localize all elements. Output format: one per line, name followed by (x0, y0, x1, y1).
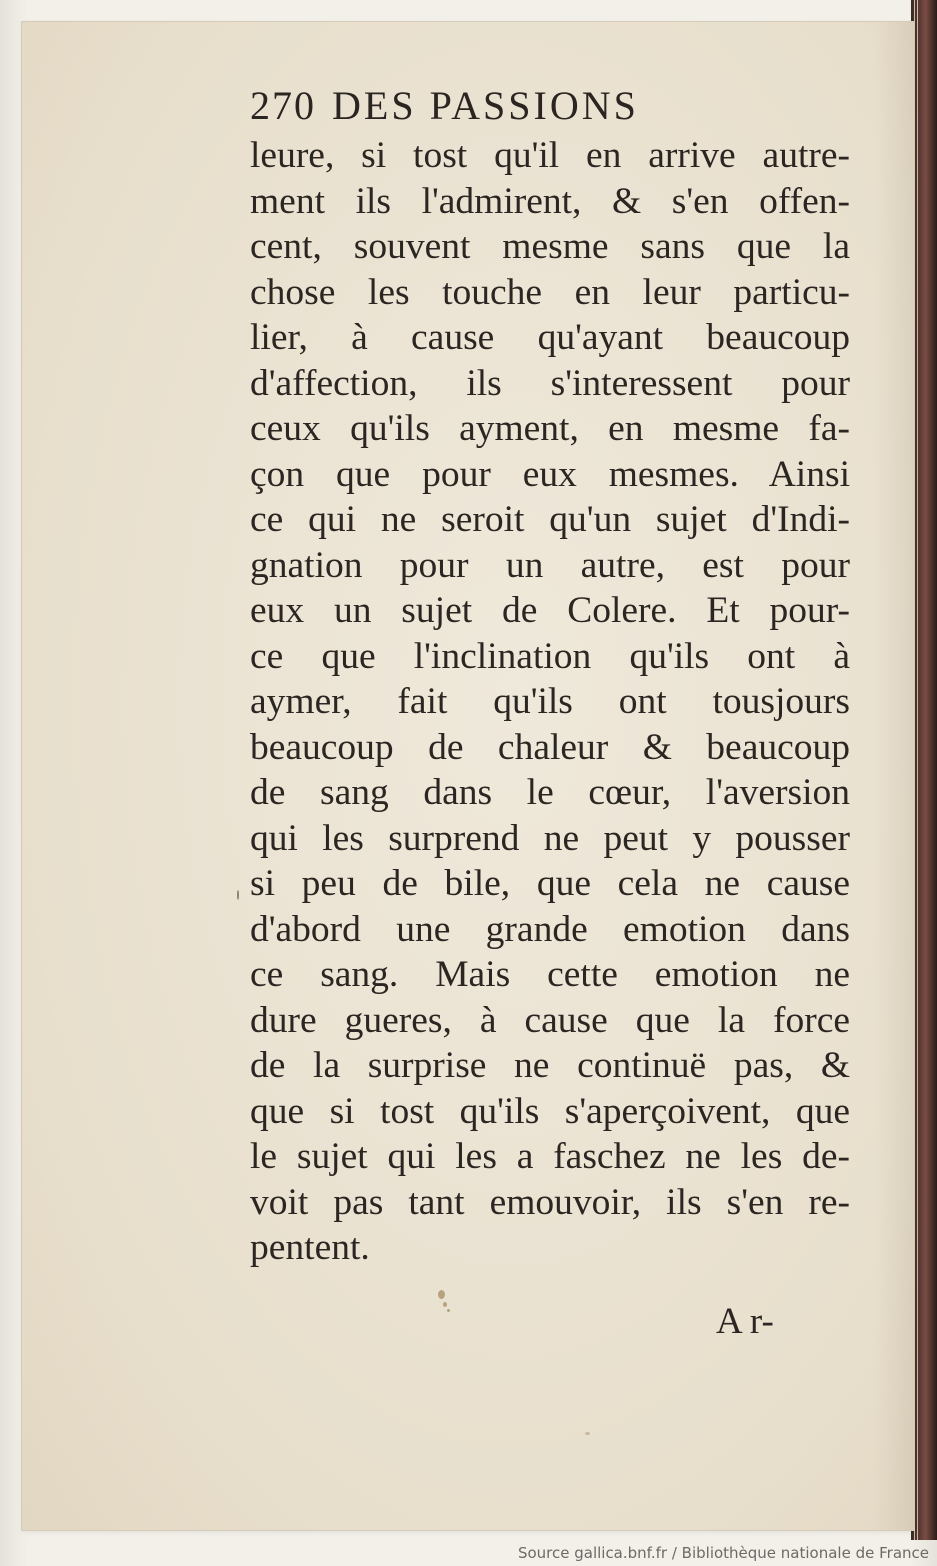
text-line: ceux qu'ils ayment, en mesme fa- (250, 408, 850, 449)
running-title: DES PASSIONS (332, 83, 639, 128)
text-line: ce qui ne seroit qu'un sujet d'Indi- (250, 499, 850, 540)
page-number: 270 (250, 83, 316, 128)
text-line: gnation pour un autre, est pour (250, 544, 850, 586)
text-line: çon que pour eux mesmes. Ainsi (250, 453, 850, 495)
text-line: voit pas tant emouvoir, ils s'en re- (250, 1181, 850, 1223)
catchword: A r- (716, 1301, 774, 1342)
text-line: lier, à cause qu'ayant beaucoup (250, 317, 850, 358)
text-line: aymer, fait qu'ils ont tousjours (250, 681, 850, 722)
text-line: leure, si tost qu'il en arrive autre- (250, 135, 850, 176)
page-edge-line (917, 0, 918, 1540)
text-line: cent, souvent mesme sans que la (250, 226, 850, 267)
text-line: d'affection, ils s'interessent pour (250, 362, 850, 404)
text-line: eux un sujet de Colere. Et pour- (250, 590, 850, 631)
text-line: de sang dans le cœur, l'aversion (250, 772, 850, 813)
body-text (250, 133, 850, 1271)
paper-mark (237, 890, 239, 900)
text-line-last: pentent. (250, 1227, 370, 1268)
text-line: que si tost qu'ils s'aperçoivent, que (250, 1090, 850, 1132)
text-line: de la surprise ne continuë pas, & (250, 1045, 850, 1086)
source-credit: Source gallica.bnf.fr / Bibliothèque nationale de France (517, 1544, 929, 1562)
paper-stain (447, 1309, 450, 1312)
text-line: ce que l'inclination qu'ils ont à (250, 635, 850, 677)
text-line: dure gueres, à cause que la force (250, 999, 850, 1041)
text-line: ment ils l'admirent, & s'en offen- (250, 180, 850, 222)
running-header (250, 82, 639, 129)
text-line: le sujet qui les a faschez ne les de- (250, 1136, 850, 1177)
text-line: d'abord une grande emotion dans (250, 908, 850, 950)
page-gutter-shadow (874, 22, 914, 1530)
book-spine-edge (911, 0, 937, 1540)
text-line: qui les surprend ne peut y pousser (250, 817, 850, 859)
text-line: ce sang. Mais cette emotion ne (250, 954, 850, 995)
paper-stain (443, 1302, 447, 1307)
page-edge-line (914, 0, 915, 1540)
text-line: chose les touche en leur particu- (250, 271, 850, 313)
paper-stain (585, 1432, 590, 1435)
text-line: si peu de bile, que cela ne cause (250, 863, 850, 904)
paper-stain (438, 1290, 445, 1299)
text-line: beaucoup de chaleur & beaucoup (250, 726, 850, 768)
